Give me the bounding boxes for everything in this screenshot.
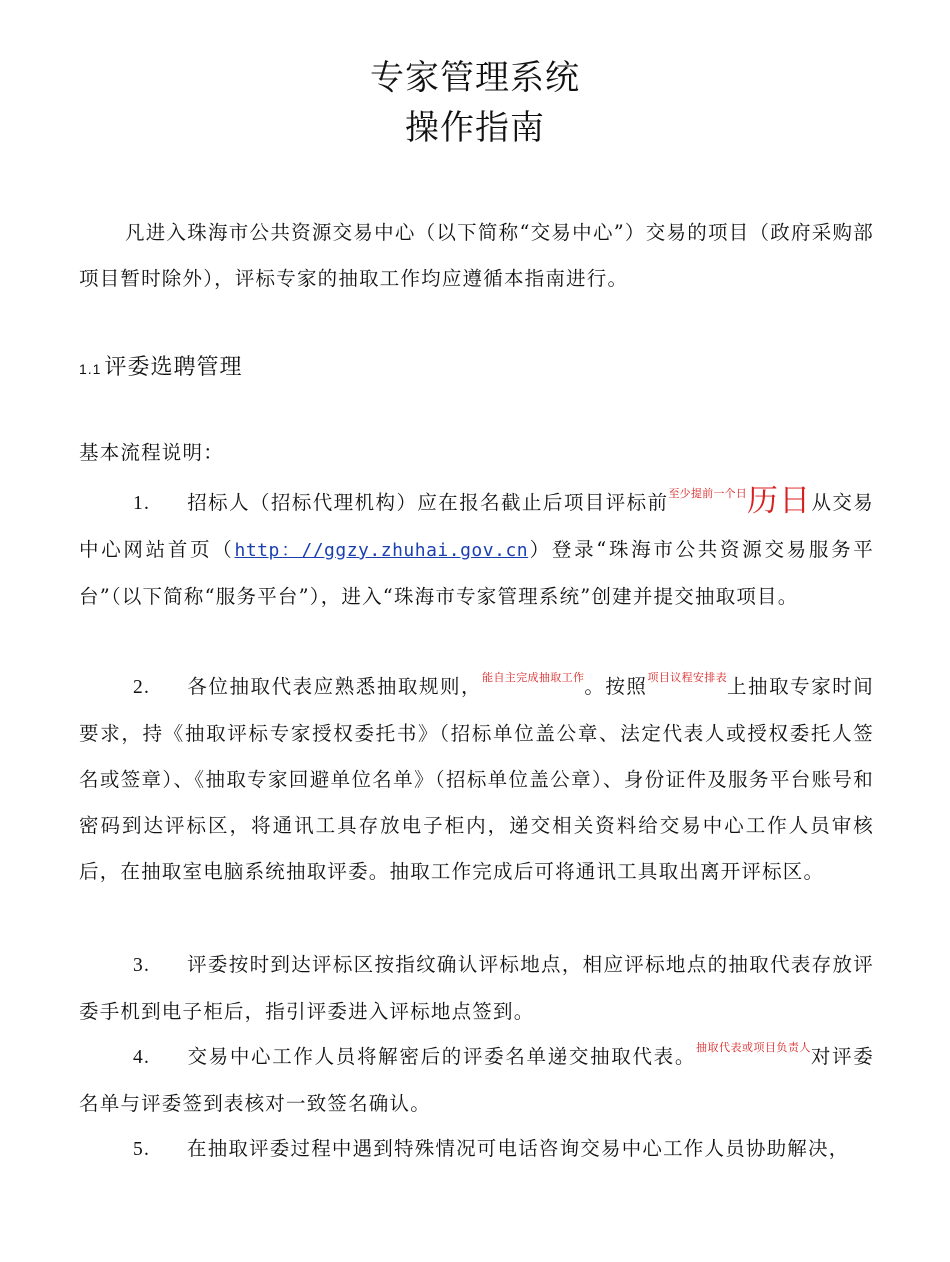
list-item-number: 3. bbox=[133, 955, 151, 976]
list-item-text: ）登录“珠海市公共资源交易服务平台”（以下简称“服务平台”），进入“珠海市专家管理系统”创建并提交抽取项目。 bbox=[79, 538, 875, 608]
list-item-3 bbox=[79, 942, 874, 1035]
list-item-text: 交易中心工作人员将解密后的评委名单递交抽取代表。 bbox=[187, 1045, 697, 1068]
red-annotation: 至少提前一个日 bbox=[668, 487, 747, 500]
list-item-text: 各位抽取代表应熟悉抽取规则， bbox=[187, 675, 483, 698]
document-title-line2: 操作指南 bbox=[405, 108, 545, 148]
red-annotation-large: 历日 bbox=[747, 483, 812, 519]
list-item-text: 招标人（招标代理机构）应在报名截止后项目评标前 bbox=[187, 491, 669, 514]
list-item-2 bbox=[79, 664, 874, 895]
list-item-number: 1. bbox=[133, 493, 151, 514]
list-item-number: 2. bbox=[133, 677, 151, 698]
document-title-line1: 专家管理系统 bbox=[370, 58, 580, 98]
list-item-4 bbox=[79, 1034, 874, 1127]
list-item-text: 。按照 bbox=[584, 675, 648, 698]
red-annotation: 能自主完成抽取工作 bbox=[482, 671, 585, 684]
list-item-text: 上抽取专家时间要求，持《抽取评标专家授权委托书》（招标单位盖公章、法定代表人或授权委托人签名或签章）、《抽取专家回避单位名单》（招标单位盖公章）、身份证件及服务平台账号和密码到达评标区，将通讯工具存放电子柜内，递交相关资料给交易中心工作人员审核后，在抽取室电脑系统抽取评委。抽取工作完成后可将通讯工具取出离开评标区。 bbox=[79, 675, 875, 883]
intro-paragraph: 凡进入珠海市公共资源交易中心（以下简称“交易中心”）交易的项目（政府采购部项目暂时除外），评标专家的抽取工作均应遵循本指南进行。 bbox=[79, 221, 874, 290]
list-item-text: 在抽取评委过程中遇到特殊情况可电话咨询交易中心工作人员协助解决， bbox=[187, 1137, 850, 1160]
list-item-5 bbox=[79, 1126, 874, 1173]
list-item-text: 从交易中心网站首页（ bbox=[79, 491, 874, 561]
red-annotation: 抽取代表或项目负责人 bbox=[696, 1041, 811, 1054]
red-annotation: 项目议程安排表 bbox=[647, 671, 727, 684]
list-item-text: 对评委名单与评委签到表核对一致签名确认。 bbox=[79, 1045, 874, 1115]
list-item-1 bbox=[79, 478, 874, 620]
website-link[interactable]: http：//ggzy.zhuhai.gov.cn bbox=[234, 540, 529, 561]
list-item-text: 评委按时到达评标区按指纹确认评标地点，相应评标地点的抽取代表存放评委手机到电子柜后，指引评委进入评标地点签到。 bbox=[79, 953, 874, 1023]
flow-label: 基本流程说明： bbox=[79, 441, 224, 464]
section-number: 1.1 bbox=[79, 361, 102, 377]
section-title: 评委选聘管理 bbox=[104, 355, 243, 380]
list-item-number: 4. bbox=[133, 1047, 151, 1068]
section-heading bbox=[79, 350, 242, 387]
list-item-number: 5. bbox=[133, 1139, 151, 1160]
